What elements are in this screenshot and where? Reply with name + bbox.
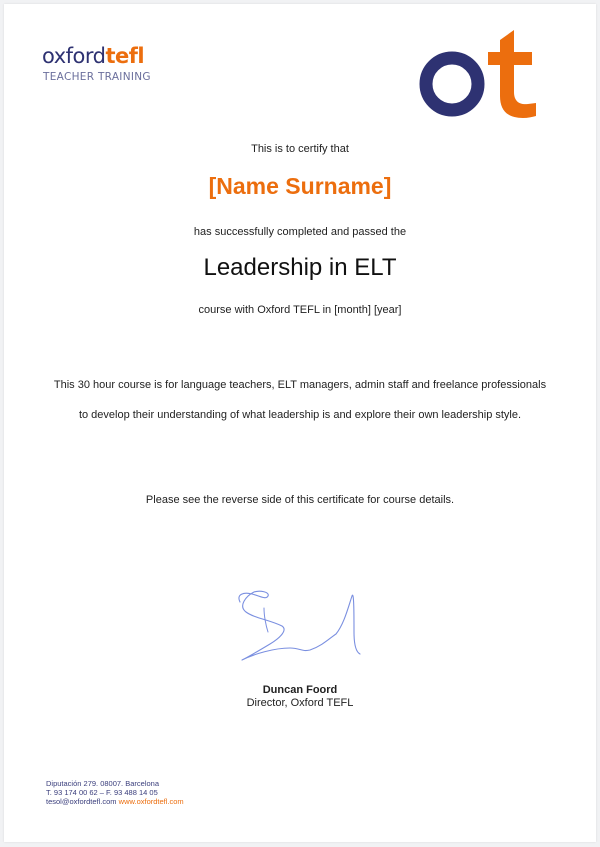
signatory-title: Director, Oxford TEFL (246, 697, 354, 709)
footer-email-web (46, 797, 184, 806)
wordmark-oxford: oxford (42, 44, 106, 68)
completion-text: has successfully completed and passed the (193, 226, 407, 238)
reverse-side-note: Please see the reverse side of this certificate for course details. (145, 494, 455, 506)
course-description-line-1: This 30 hour course is for language teachers, ELT managers, admin staff and freelance professionals (53, 379, 547, 391)
wordmark-tagline: TEACHER TRAINING (43, 71, 151, 83)
wordmark-text (42, 44, 151, 68)
footer-phone-fax: T. 93 174 00 62 – F. 93 488 14 05 (46, 788, 158, 797)
course-title: Leadership in ELT (203, 254, 397, 281)
oxford-tefl-wordmark-logo (42, 44, 151, 83)
certify-intro-text: This is to certify that (251, 143, 349, 155)
course-description-line-2: to develop their understanding of what leadership is and explore their own leadership style. (78, 409, 522, 421)
footer-address: Diputación 279. 08007. Barcelona (46, 779, 159, 788)
recipient-name: [Name Surname] (208, 173, 392, 199)
ot-monogram-logo-icon (418, 26, 548, 118)
wordmark-tefl: tefl (105, 44, 145, 68)
signature-icon (230, 586, 370, 666)
footer-website-link[interactable]: www.oxfordtefl.com (118, 797, 184, 806)
certificate-page (4, 4, 596, 842)
signatory-name: Duncan Foord (262, 684, 338, 696)
course-date-text: course with Oxford TEFL in [month] [year] (198, 304, 402, 316)
footer-email-link[interactable]: tesol@oxfordtefl.com (46, 797, 117, 806)
footer-contact (46, 779, 184, 806)
